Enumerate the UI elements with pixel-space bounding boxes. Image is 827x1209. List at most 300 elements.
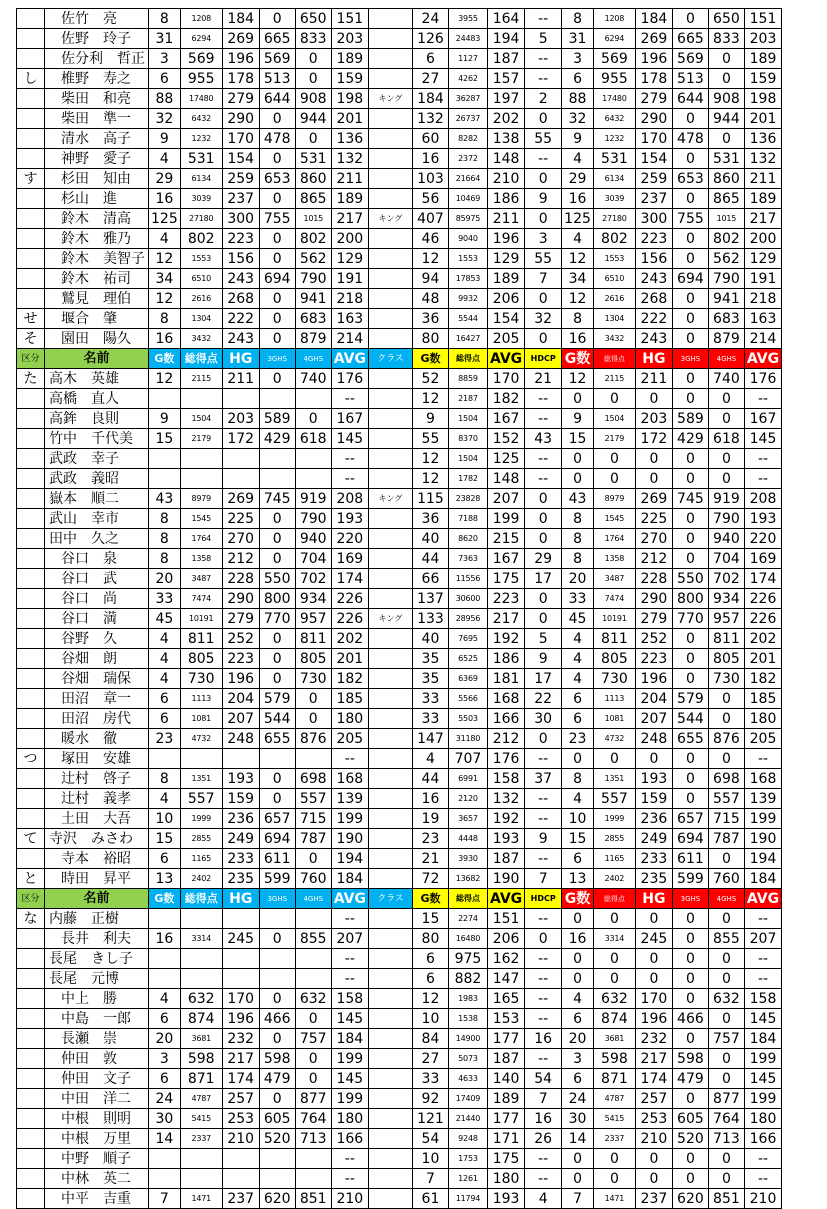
right-high-game-cell: 196	[635, 49, 672, 69]
kana-index-cell	[17, 1189, 45, 1209]
table-row	[17, 329, 782, 349]
left-3g-high-series-cell: 0	[259, 769, 295, 789]
left-high-game-cell: 210	[222, 1129, 259, 1149]
right-games-cell: 125	[562, 209, 594, 229]
left-games-cell: 6	[149, 1069, 181, 1089]
left-3g-high-series-cell: 0	[259, 229, 295, 249]
left-average-cell: 158	[331, 989, 368, 1009]
left-total-pins-cell: 4732	[180, 729, 222, 749]
right-games-cell: 8	[562, 549, 594, 569]
player-name-cell: 中平 吉重	[45, 1189, 149, 1209]
table-row	[17, 389, 782, 409]
kana-index-cell	[17, 9, 45, 29]
right-games-cell: 8	[562, 509, 594, 529]
mid-average-cell: 197	[487, 89, 524, 109]
right-games-cell: 0	[562, 1169, 594, 1189]
class-cell	[368, 429, 412, 449]
right-average-cell: 208	[744, 489, 781, 509]
right-games-cell: 0	[562, 389, 594, 409]
mid-handicap-cell: 32	[525, 309, 562, 329]
left-average-cell: 169	[331, 549, 368, 569]
header-right-average: AVG	[744, 349, 781, 369]
mid-total-pins-cell: 11556	[448, 569, 487, 589]
right-games-cell: 12	[562, 289, 594, 309]
right-total-pins-cell: 3681	[593, 1029, 635, 1049]
left-4g-high-series-cell	[295, 449, 331, 469]
kana-index-cell	[17, 389, 45, 409]
right-games-cell: 8	[562, 769, 594, 789]
class-cell	[368, 589, 412, 609]
mid-total-pins-cell: 9932	[448, 289, 487, 309]
mid-games-cell: 44	[412, 769, 448, 789]
right-3g-high-series-cell: 0	[672, 1149, 708, 1169]
mid-total-pins-cell: 9248	[448, 1129, 487, 1149]
left-high-game-cell: 170	[222, 129, 259, 149]
left-games-cell: 6	[149, 849, 181, 869]
left-high-game-cell: 290	[222, 109, 259, 129]
class-cell	[368, 189, 412, 209]
mid-total-pins-cell: 7188	[448, 509, 487, 529]
right-3g-high-series-cell: 605	[672, 1109, 708, 1129]
right-average-cell: 168	[744, 769, 781, 789]
mid-handicap-cell: --	[525, 909, 562, 929]
mid-handicap-cell: 0	[525, 609, 562, 629]
table-row	[17, 789, 782, 809]
left-total-pins-cell: 598	[180, 1049, 222, 1069]
left-average-cell: 139	[331, 789, 368, 809]
left-high-game-cell: 237	[222, 189, 259, 209]
mid-games-cell: 72	[412, 869, 448, 889]
class-cell	[368, 69, 412, 89]
right-total-pins-cell: 569	[593, 49, 635, 69]
right-4g-high-series-cell: 557	[708, 789, 744, 809]
left-average-cell: 217	[331, 209, 368, 229]
right-4g-high-series-cell: 0	[708, 469, 744, 489]
left-high-game-cell: 245	[222, 929, 259, 949]
right-average-cell: --	[744, 469, 781, 489]
player-name-cell: 長瀬 崇	[45, 1029, 149, 1049]
mid-handicap-cell: 37	[525, 769, 562, 789]
left-high-game-cell	[222, 969, 259, 989]
left-games-cell: 45	[149, 609, 181, 629]
left-3g-high-series-cell	[259, 969, 295, 989]
left-average-cell: 214	[331, 329, 368, 349]
player-name-cell: 谷口 武	[45, 569, 149, 589]
right-3g-high-series-cell: 800	[672, 589, 708, 609]
right-high-game-cell: 156	[635, 249, 672, 269]
class-cell	[368, 909, 412, 929]
right-total-pins-cell: 0	[593, 909, 635, 929]
right-average-cell: 201	[744, 109, 781, 129]
table-row	[17, 1129, 782, 1149]
right-games-cell: 12	[562, 249, 594, 269]
left-games-cell: 6	[149, 1009, 181, 1029]
left-average-cell: 151	[331, 9, 368, 29]
left-games-cell	[149, 969, 181, 989]
mid-games-cell: 137	[412, 589, 448, 609]
left-high-game-cell: 243	[222, 269, 259, 289]
mid-handicap-cell: --	[525, 1169, 562, 1189]
left-games-cell: 43	[149, 489, 181, 509]
right-4g-high-series-cell: 730	[708, 669, 744, 689]
right-total-pins-cell: 1545	[593, 509, 635, 529]
right-high-game-cell: 0	[635, 909, 672, 929]
mid-handicap-cell: --	[525, 449, 562, 469]
mid-average-cell: 210	[487, 169, 524, 189]
table-row	[17, 589, 782, 609]
left-3g-high-series-cell: 466	[259, 1009, 295, 1029]
right-3g-high-series-cell: 0	[672, 289, 708, 309]
right-total-pins-cell: 1081	[593, 709, 635, 729]
mid-total-pins-cell: 1538	[448, 1009, 487, 1029]
header-mid-games: G数	[412, 349, 448, 369]
mid-average-cell: 148	[487, 469, 524, 489]
kana-index-cell	[17, 1049, 45, 1069]
left-total-pins-cell: 557	[180, 789, 222, 809]
table-row	[17, 229, 782, 249]
mid-average-cell: 181	[487, 669, 524, 689]
right-total-pins-cell: 17480	[593, 89, 635, 109]
right-average-cell: 176	[744, 369, 781, 389]
table-row	[17, 649, 782, 669]
kana-index-cell	[17, 409, 45, 429]
left-total-pins-cell	[180, 749, 222, 769]
left-games-cell: 16	[149, 929, 181, 949]
right-4g-high-series-cell: 1015	[708, 209, 744, 229]
right-average-cell: --	[744, 449, 781, 469]
player-name-cell: 鈴木 美智子	[45, 249, 149, 269]
left-total-pins-cell: 1471	[180, 1189, 222, 1209]
left-total-pins-cell	[180, 1149, 222, 1169]
left-total-pins-cell: 6294	[180, 29, 222, 49]
mid-handicap-cell: --	[525, 1009, 562, 1029]
mid-handicap-cell: 30	[525, 709, 562, 729]
mid-games-cell: 6	[412, 969, 448, 989]
mid-average-cell: 167	[487, 549, 524, 569]
right-high-game-cell: 279	[635, 89, 672, 109]
kana-index-cell	[17, 1089, 45, 1109]
header-right-total-pins: 総得点	[593, 349, 635, 369]
right-4g-high-series-cell: 562	[708, 249, 744, 269]
right-4g-high-series-cell: 877	[708, 1089, 744, 1109]
mid-total-pins-cell: 2274	[448, 909, 487, 929]
left-high-game-cell: 268	[222, 289, 259, 309]
kana-index-cell	[17, 229, 45, 249]
header-left-4g-high-series: 4GHS	[295, 349, 331, 369]
right-total-pins-cell: 1358	[593, 549, 635, 569]
mid-average-cell: 125	[487, 449, 524, 469]
right-average-cell: 200	[744, 229, 781, 249]
right-3g-high-series-cell: 0	[672, 789, 708, 809]
right-total-pins-cell: 3314	[593, 929, 635, 949]
left-high-game-cell: 212	[222, 549, 259, 569]
left-games-cell: 33	[149, 589, 181, 609]
mid-handicap-cell: 22	[525, 689, 562, 709]
player-name-cell: 鷲見 理伯	[45, 289, 149, 309]
left-3g-high-series-cell: 755	[259, 209, 295, 229]
right-4g-high-series-cell: 934	[708, 589, 744, 609]
mid-handicap-cell: --	[525, 69, 562, 89]
class-cell	[368, 929, 412, 949]
player-name-cell: 柴田 和亮	[45, 89, 149, 109]
right-3g-high-series-cell: 0	[672, 369, 708, 389]
left-average-cell: 136	[331, 129, 368, 149]
left-4g-high-series-cell: 650	[295, 9, 331, 29]
left-high-game-cell	[222, 389, 259, 409]
left-total-pins-cell: 6134	[180, 169, 222, 189]
mid-average-cell: 215	[487, 529, 524, 549]
right-games-cell: 6	[562, 689, 594, 709]
right-4g-high-series-cell: 0	[708, 849, 744, 869]
right-4g-high-series-cell: 790	[708, 509, 744, 529]
right-total-pins-cell: 2616	[593, 289, 635, 309]
right-total-pins-cell: 2115	[593, 369, 635, 389]
left-3g-high-series-cell	[259, 389, 295, 409]
left-average-cell: --	[331, 949, 368, 969]
mid-handicap-cell: 0	[525, 209, 562, 229]
left-games-cell: 3	[149, 1049, 181, 1069]
left-average-cell: --	[331, 1169, 368, 1189]
player-name-cell: 仲田 文子	[45, 1069, 149, 1089]
table-row	[17, 1069, 782, 1089]
mid-average-cell: 164	[487, 9, 524, 29]
mid-total-pins-cell: 1504	[448, 409, 487, 429]
player-name-cell: 鈴木 雅乃	[45, 229, 149, 249]
mid-total-pins-cell: 882	[448, 969, 487, 989]
mid-average-cell: 189	[487, 1089, 524, 1109]
mid-total-pins-cell: 16480	[448, 929, 487, 949]
mid-total-pins-cell: 1553	[448, 249, 487, 269]
left-total-pins-cell: 1081	[180, 709, 222, 729]
player-name-cell: 谷畑 瑞保	[45, 669, 149, 689]
left-high-game-cell: 269	[222, 29, 259, 49]
left-3g-high-series-cell: 665	[259, 29, 295, 49]
right-average-cell: 194	[744, 849, 781, 869]
mid-average-cell: 165	[487, 989, 524, 1009]
mid-games-cell: 9	[412, 409, 448, 429]
right-3g-high-series-cell: 520	[672, 1129, 708, 1149]
kana-index-cell	[17, 49, 45, 69]
player-name-cell: 神野 愛子	[45, 149, 149, 169]
left-4g-high-series-cell	[295, 909, 331, 929]
right-games-cell: 24	[562, 1089, 594, 1109]
mid-average-cell: 154	[487, 309, 524, 329]
left-high-game-cell: 217	[222, 1049, 259, 1069]
bowling-stats-table	[16, 8, 782, 1209]
right-high-game-cell: 257	[635, 1089, 672, 1109]
player-name-cell: 時田 昇平	[45, 869, 149, 889]
table-row	[17, 569, 782, 589]
left-high-game-cell: 270	[222, 529, 259, 549]
header-mid-games: G数	[412, 889, 448, 909]
right-high-game-cell: 268	[635, 289, 672, 309]
left-4g-high-series-cell: 860	[295, 169, 331, 189]
left-high-game-cell: 279	[222, 609, 259, 629]
mid-handicap-cell: --	[525, 849, 562, 869]
kana-index-cell	[17, 489, 45, 509]
mid-games-cell: 147	[412, 729, 448, 749]
right-4g-high-series-cell: 876	[708, 729, 744, 749]
header-left-average: AVG	[331, 889, 368, 909]
kana-index-cell	[17, 669, 45, 689]
right-games-cell: 4	[562, 149, 594, 169]
class-cell	[368, 389, 412, 409]
mid-total-pins-cell: 6991	[448, 769, 487, 789]
left-average-cell: 201	[331, 109, 368, 129]
mid-total-pins-cell: 7695	[448, 629, 487, 649]
header-left-3g-high-series: 3GHS	[259, 349, 295, 369]
right-3g-high-series-cell: 755	[672, 209, 708, 229]
left-games-cell	[149, 469, 181, 489]
right-4g-high-series-cell: 757	[708, 1029, 744, 1049]
table-row	[17, 9, 782, 29]
left-3g-high-series-cell: 0	[259, 1089, 295, 1109]
right-3g-high-series-cell: 0	[672, 989, 708, 1009]
left-games-cell: 24	[149, 1089, 181, 1109]
kana-index-cell	[17, 809, 45, 829]
class-cell: キング	[368, 89, 412, 109]
right-4g-high-series-cell: 702	[708, 569, 744, 589]
mid-total-pins-cell: 1127	[448, 49, 487, 69]
right-3g-high-series-cell: 479	[672, 1069, 708, 1089]
left-total-pins-cell: 7474	[180, 589, 222, 609]
right-high-game-cell: 212	[635, 549, 672, 569]
left-average-cell: 199	[331, 1049, 368, 1069]
table-row	[17, 269, 782, 289]
left-average-cell: --	[331, 1149, 368, 1169]
header-left-4g-high-series: 4GHS	[295, 889, 331, 909]
right-high-game-cell: 0	[635, 469, 672, 489]
left-total-pins-cell: 874	[180, 1009, 222, 1029]
right-4g-high-series-cell: 957	[708, 609, 744, 629]
left-3g-high-series-cell: 0	[259, 149, 295, 169]
right-3g-high-series-cell: 620	[672, 1189, 708, 1209]
right-4g-high-series-cell: 908	[708, 89, 744, 109]
left-games-cell: 4	[149, 629, 181, 649]
right-average-cell: 211	[744, 169, 781, 189]
right-3g-high-series-cell: 0	[672, 229, 708, 249]
left-high-game-cell: 257	[222, 1089, 259, 1109]
mid-total-pins-cell: 4262	[448, 69, 487, 89]
mid-total-pins-cell: 6369	[448, 669, 487, 689]
right-average-cell: 185	[744, 689, 781, 709]
mid-handicap-cell: 5	[525, 29, 562, 49]
right-4g-high-series-cell: 919	[708, 489, 744, 509]
right-average-cell: 159	[744, 69, 781, 89]
class-cell	[368, 269, 412, 289]
right-4g-high-series-cell: 0	[708, 949, 744, 969]
right-4g-high-series-cell: 944	[708, 109, 744, 129]
mid-handicap-cell: --	[525, 409, 562, 429]
mid-handicap-cell: 9	[525, 829, 562, 849]
table-row	[17, 109, 782, 129]
left-3g-high-series-cell	[259, 1169, 295, 1189]
kana-index-cell	[17, 269, 45, 289]
left-total-pins-cell: 1999	[180, 809, 222, 829]
right-3g-high-series-cell: 0	[672, 549, 708, 569]
right-total-pins-cell: 2179	[593, 429, 635, 449]
right-games-cell: 33	[562, 589, 594, 609]
mid-average-cell: 175	[487, 1149, 524, 1169]
header-class: クラス	[368, 889, 412, 909]
left-total-pins-cell: 4787	[180, 1089, 222, 1109]
right-total-pins-cell: 0	[593, 969, 635, 989]
class-cell	[368, 49, 412, 69]
mid-handicap-cell: 0	[525, 289, 562, 309]
class-cell	[368, 169, 412, 189]
kana-index-cell	[17, 1169, 45, 1189]
left-total-pins-cell: 2115	[180, 369, 222, 389]
right-total-pins-cell: 1304	[593, 309, 635, 329]
class-cell	[368, 9, 412, 29]
left-4g-high-series-cell: 757	[295, 1029, 331, 1049]
right-4g-high-series-cell: 802	[708, 229, 744, 249]
mid-handicap-cell: --	[525, 9, 562, 29]
player-name-cell: 仲田 敦	[45, 1049, 149, 1069]
right-average-cell: 184	[744, 869, 781, 889]
left-games-cell: 4	[149, 649, 181, 669]
left-average-cell: 193	[331, 509, 368, 529]
right-average-cell: 136	[744, 129, 781, 149]
right-4g-high-series-cell: 0	[708, 1049, 744, 1069]
left-total-pins-cell: 2616	[180, 289, 222, 309]
right-games-cell: 0	[562, 1149, 594, 1169]
right-3g-high-series-cell: 0	[672, 629, 708, 649]
mid-handicap-cell: 0	[525, 489, 562, 509]
class-cell	[368, 1009, 412, 1029]
column-header-row	[17, 349, 782, 369]
class-cell: キング	[368, 489, 412, 509]
mid-total-pins-cell: 8282	[448, 129, 487, 149]
mid-average-cell: 167	[487, 409, 524, 429]
right-average-cell: 199	[744, 809, 781, 829]
right-4g-high-series-cell: 683	[708, 309, 744, 329]
right-high-game-cell: 0	[635, 949, 672, 969]
mid-handicap-cell: 2	[525, 89, 562, 109]
right-3g-high-series-cell: 0	[672, 929, 708, 949]
table-row	[17, 629, 782, 649]
player-name-cell: 中林 英二	[45, 1169, 149, 1189]
mid-handicap-cell: 0	[525, 169, 562, 189]
left-3g-high-series-cell: 569	[259, 49, 295, 69]
left-average-cell: 182	[331, 669, 368, 689]
left-total-pins-cell: 3681	[180, 1029, 222, 1049]
right-games-cell: 20	[562, 1029, 594, 1049]
left-total-pins-cell: 811	[180, 629, 222, 649]
left-games-cell: 20	[149, 1029, 181, 1049]
right-4g-high-series-cell: 0	[708, 1169, 744, 1189]
right-games-cell: 45	[562, 609, 594, 629]
player-name-cell: 高木 英雄	[45, 369, 149, 389]
right-games-cell: 16	[562, 189, 594, 209]
mid-total-pins-cell: 1504	[448, 449, 487, 469]
left-high-game-cell: 236	[222, 809, 259, 829]
kana-index-cell	[17, 789, 45, 809]
left-average-cell: 199	[331, 1089, 368, 1109]
left-total-pins-cell: 6432	[180, 109, 222, 129]
right-high-game-cell: 211	[635, 369, 672, 389]
mid-games-cell: 92	[412, 1089, 448, 1109]
left-average-cell: 176	[331, 369, 368, 389]
left-average-cell: --	[331, 909, 368, 929]
right-average-cell: 191	[744, 269, 781, 289]
right-3g-high-series-cell: 598	[672, 1049, 708, 1069]
left-4g-high-series-cell: 0	[295, 1049, 331, 1069]
mid-average-cell: 140	[487, 1069, 524, 1089]
left-total-pins-cell: 2855	[180, 829, 222, 849]
table-row	[17, 489, 782, 509]
left-4g-high-series-cell: 0	[295, 69, 331, 89]
